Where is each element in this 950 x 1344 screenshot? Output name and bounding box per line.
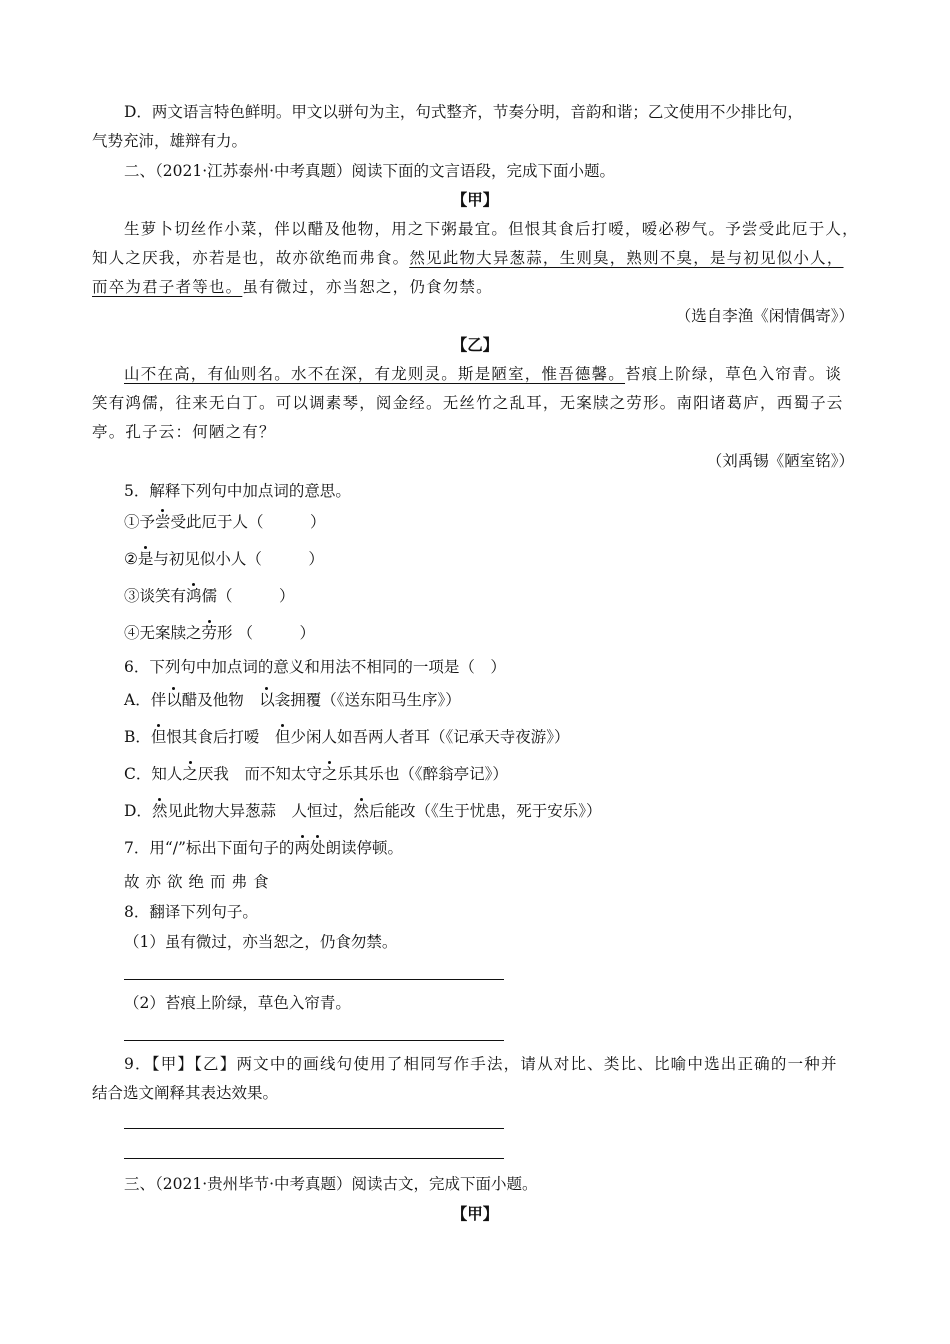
option-d-line1: D．两文语言特色鲜明。甲文以骈句为主，句式整齐，节奏分明，音韵和谐；乙文使用不少排比句，	[124, 103, 803, 121]
q8-stem: 8．翻译下列句子。	[124, 903, 258, 921]
q7-dotted-2: 处	[309, 839, 326, 857]
q6-c-part3: 乐其乐也（《醉翁亭记》）	[337, 765, 508, 783]
q6-d-dotted-2: 然	[353, 802, 369, 820]
q6-c-part1: C．知人	[124, 765, 183, 783]
q5-item-3-dotted-word: 鸿	[186, 587, 202, 605]
q7-stem	[124, 838, 403, 858]
q6-b-dotted-2: 但	[274, 728, 291, 746]
answer-line-q9-1[interactable]	[124, 1128, 504, 1129]
yi-line-1-text: 苔痕上阶绿，草色入帘青。谈	[625, 365, 843, 383]
q5-item-3-post: 儒（ ）	[201, 587, 295, 605]
q6-a-dotted-1: 以	[166, 691, 182, 709]
q6-c-dotted-2: 之	[321, 765, 338, 783]
q5-item-2	[124, 549, 324, 569]
q6-c-part2: 厌我 而不知太守	[197, 765, 322, 783]
jia-source: （选自李渔《闲情偶寄》）	[675, 307, 854, 325]
q6-b-dotted-1: 但	[150, 728, 167, 746]
q5-item-3	[124, 586, 295, 606]
q5-item-1	[124, 512, 326, 532]
q6-option-c	[124, 764, 508, 784]
q7-stem-pre: 7．用“/”标出下面句子的	[124, 839, 295, 857]
q5-item-1-pre: ①予	[124, 513, 156, 531]
q5-item-1-dotted-word: 尝	[155, 513, 171, 531]
yi-line-1	[124, 364, 842, 384]
q6-option-a	[124, 690, 461, 710]
yi-line-2: 笑有鸿儒，往来无白丁。可以调素琴，阅金经。无丝竹之乱耳，无案牍之劳形。南阳诸葛庐，西蜀子云	[92, 394, 844, 412]
q6-d-part1: D．	[124, 802, 152, 820]
q5-item-4-pre: ④无案牍之	[124, 624, 202, 642]
q6-d-part3: 后能改（《生于忧患，死于安乐》）	[368, 802, 602, 820]
q6-stem: 6．下列句中加点词的意义和用法不相同的一项是（ ）	[124, 658, 506, 676]
q7-dotted-1: 两	[294, 839, 310, 857]
q6-a-dotted-2: 以	[259, 691, 275, 709]
jia-line-2	[92, 248, 844, 268]
q5-item-2-pre: ②	[124, 550, 138, 568]
q6-d-dotted-1: 然	[151, 802, 168, 820]
answer-line-q8-1[interactable]	[124, 979, 504, 980]
option-d-line2: 气势充沛，雄辩有力。	[92, 132, 248, 150]
q6-b-part1: B．	[124, 728, 151, 746]
yi-line-3: 亭。孔子云：何陋之有？	[92, 423, 276, 441]
jia-line-1: 生萝卜切丝作小菜，伴以醋及他物，用之下粥最宜。但恨其食后打嗳，嗳必秽气。予尝受此厄于人，	[124, 220, 859, 238]
q6-a-part1: A．伴	[124, 691, 167, 709]
q6-d-part2: 见此物大异葱蒜 人恒过，	[167, 802, 354, 820]
q5-stem: 5．解释下列句中加点词的意思。	[124, 482, 351, 500]
yi-source: （刘禹锡《陋室铭》）	[706, 452, 854, 470]
answer-line-q9-2[interactable]	[124, 1158, 504, 1159]
jia-line-3	[92, 277, 493, 297]
q8-sentence-1: （1）虽有微过，亦当恕之，仍食勿禁。	[124, 933, 398, 951]
q5-item-4-post: 形 （ ）	[217, 624, 315, 642]
q5-item-4	[124, 623, 315, 643]
q6-option-d	[124, 801, 602, 821]
yi-title: 【乙】	[451, 335, 499, 354]
q5-item-3-pre: ③谈笑有	[124, 587, 187, 605]
q6-a-part2: 醋及他物	[181, 691, 260, 709]
q5-item-1-post: 受此厄于人（ ）	[170, 513, 326, 531]
jia-line-2-text: 知人之厌我，亦若是也，故亦欲绝而弗食。	[92, 249, 410, 267]
yi-underlined-sentence: 山不在高，有仙则名。水不在深，有龙则灵。斯是陋室，惟吾德馨。	[124, 365, 626, 383]
q8-sentence-2: （2）苔痕上阶绿，草色入帘青。	[124, 994, 351, 1012]
jia-title: 【甲】	[451, 190, 499, 209]
q6-c-dotted-1: 之	[182, 765, 198, 783]
q7-stem-post: 朗读停顿。	[325, 839, 403, 857]
answer-line-q8-2[interactable]	[124, 1040, 504, 1041]
q9-line-1: 9．【甲】【乙】两文中的画线句使用了相同写作手法，请从对比、类比、比喻中选出正确的一种并	[124, 1055, 838, 1073]
jia-underlined-sentence-part2: 而卒为君子者等也。	[92, 278, 243, 296]
q5-item-4-dotted-word: 劳	[201, 624, 218, 642]
section-3-heading: 三、（2021·贵州毕节·中考真题）阅读古文，完成下面小题。	[124, 1175, 538, 1193]
q9-line-2: 结合选文阐释其表达效果。	[92, 1084, 279, 1102]
q5-item-2-post: 与初见似小人（ ）	[153, 550, 324, 568]
jia-line-3-text: 虽有微过，亦当恕之，仍食勿禁。	[242, 278, 493, 296]
q7-sentence: 故亦欲绝而弗食	[124, 873, 275, 891]
q5-item-2-dotted-word: 是	[137, 550, 154, 568]
section-3-jia-title: 【甲】	[451, 1204, 499, 1223]
q6-a-part3: 衾拥覆（《送东阳马生序》）	[274, 691, 461, 709]
q6-b-part2: 恨其食后打嗳	[166, 728, 275, 746]
jia-underlined-sentence-part1: 然见此物大异葱蒜，生则臭，熟则不臭，是与初见似小人，	[409, 249, 844, 267]
q6-option-b	[124, 727, 569, 747]
q6-b-part3: 少闲人如吾两人者耳（《记承天寺夜游》）	[290, 728, 570, 746]
section-2-heading: 二、（2021·江苏泰州·中考真题）阅读下面的文言语段，完成下面小题。	[124, 162, 616, 180]
